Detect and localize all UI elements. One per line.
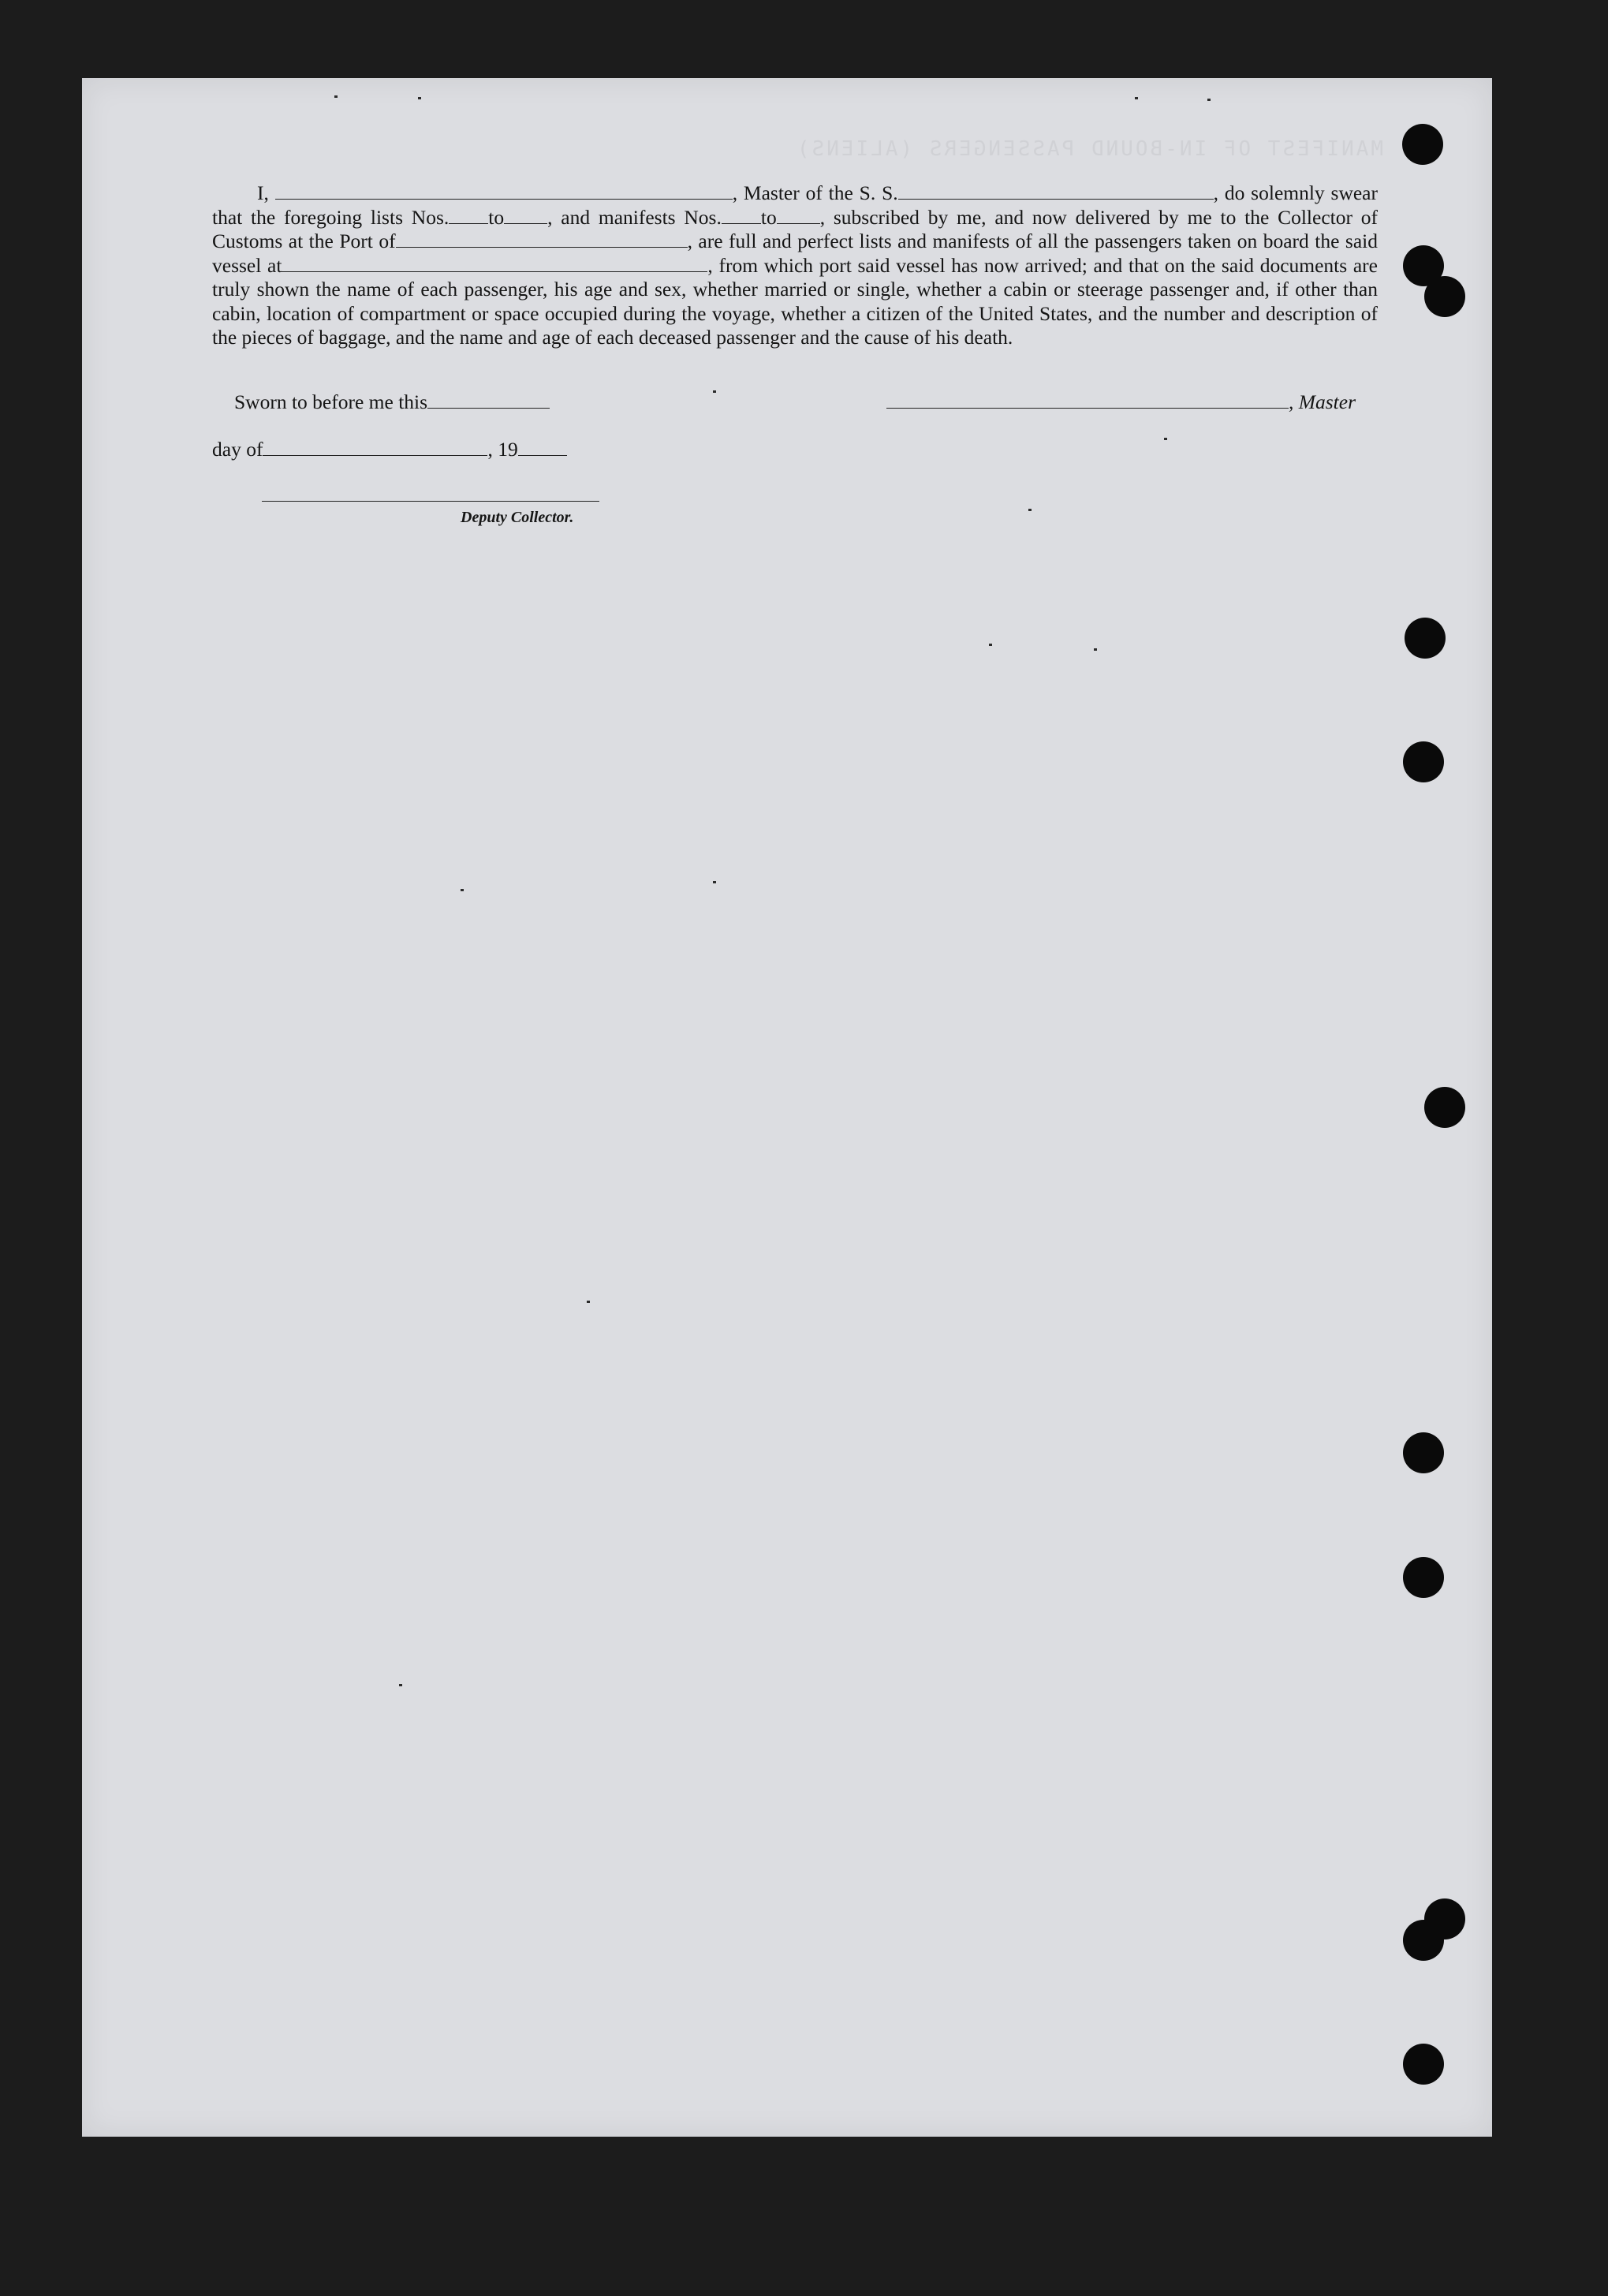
oath-text-5: , and manifests Nos. [547,205,722,229]
sworn-label: Sworn to before me this [234,390,428,413]
month-blank[interactable] [263,439,487,456]
lists-to-blank[interactable] [504,207,547,224]
scan-speck [399,1684,402,1686]
binder-hole [1403,741,1444,782]
oath-text-2: , Master of the S. S. [732,181,898,204]
year-blank[interactable] [518,439,567,456]
oath-text-4: to [488,205,505,229]
lists-from-blank[interactable] [449,207,488,224]
day-of-label: day of [212,438,263,461]
scan-speck [334,95,338,98]
deputy-signature-line[interactable] [262,501,599,502]
binder-hole [1405,618,1446,659]
sworn-row [234,390,550,414]
scan-speck [587,1301,590,1303]
master-label: , Master [1289,390,1356,413]
master-signature-line[interactable] [886,392,1289,409]
binder-hole [1403,1557,1444,1598]
binder-hole [1424,276,1465,317]
oath-paragraph [212,181,1378,350]
scan-speck [713,881,716,883]
year-label: , 19 [487,438,518,461]
binder-hole [1424,1087,1465,1128]
oath-text-8: , are full and perfect lists and manifests of all the passengers taken on board the said vessel at [212,230,1378,277]
scan-speck [1207,99,1211,101]
binder-hole [1402,124,1443,165]
scan-speck [1094,648,1097,651]
manifest-page [82,78,1492,2137]
manifests-to-blank[interactable] [777,207,820,224]
scan-speck [1164,438,1167,440]
scan-speck [1135,97,1138,99]
master-name-blank[interactable] [275,183,733,200]
oath-text-1: I, [257,181,269,204]
binder-hole [1403,1920,1444,1961]
oath-text-3: , do solemnly swear that the foregoing lists Nos. [212,181,1378,229]
deputy-collector-label: Deputy Collector. [461,509,574,526]
port-of-arrival-blank[interactable] [396,231,688,248]
scan-speck [989,644,992,646]
manifests-from-blank[interactable] [722,207,761,224]
scan-speck [461,889,464,891]
port-of-departure-blank[interactable] [282,256,707,272]
scan-speck [713,390,716,393]
oath-text-7: , subscribed by me, and now delivered by me to the Collector of Customs at the Port of [212,205,1379,252]
binder-hole [1403,2044,1444,2085]
binder-hole [1403,1432,1444,1473]
master-signature-row [886,390,1356,414]
oath-text-9: , from which port said vessel has now arrived; and that on the said documents are truly shown the name of each passenger, his age and sex, whether married or single, whether a cabin or steerage passenger and, if other than cabin, location of compartment or space occupied during the voyage, whether a citizen of the United States, and the number and description of the pieces of baggage, and the name and age of each deceased passenger and the cause of his death. [212,253,1378,349]
bleed-through-header: MANIFEST OF IN-BOUND PASSENGERS (ALIENS) [794,137,1383,161]
ship-name-blank[interactable] [898,183,1214,200]
scan-speck [418,97,421,99]
scan-speck [1028,509,1032,511]
date-row [212,438,567,461]
oath-text-6: to [760,205,777,229]
sworn-day-blank[interactable] [427,392,550,409]
